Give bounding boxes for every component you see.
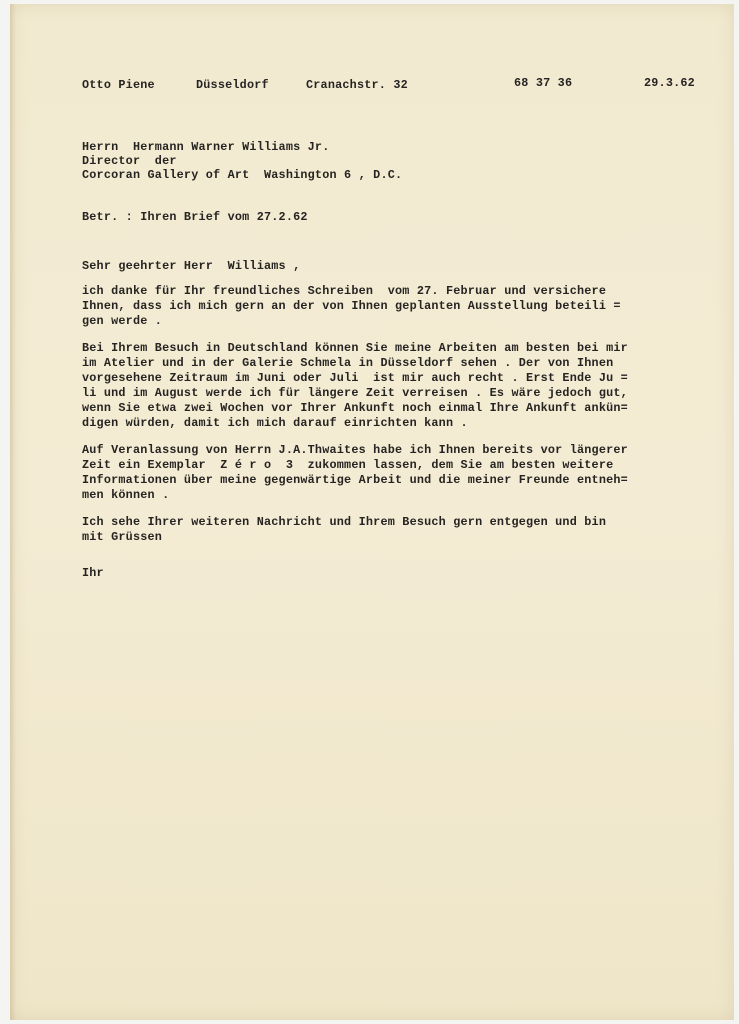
sender-phone: 68 37 36 bbox=[514, 76, 573, 90]
paragraph-line: im Atelier und in der Galerie Schmela in Düsseldorf sehen . Der von Ihnen bbox=[82, 356, 614, 370]
subject-line: Betr. : Ihren Brief vom 27.2.62 bbox=[82, 210, 308, 224]
letter-date: 29.3.62 bbox=[644, 76, 695, 90]
paragraph-line: li und im August werde ich für längere Zeit verreisen . Es wäre jedoch gut, bbox=[82, 386, 628, 400]
letter-page bbox=[10, 4, 734, 1020]
paragraph-line: vorgesehene Zeitraum im Juni oder Juli ist mir auch recht . Erst Ende Ju = bbox=[82, 371, 628, 385]
sender-street: Cranachstr. 32 bbox=[306, 78, 408, 92]
closing: Ihr bbox=[82, 566, 104, 580]
paragraph-line: Bei Ihrem Besuch in Deutschland können Sie meine Arbeiten am besten bei mir bbox=[82, 341, 628, 355]
sender-city: Düsseldorf bbox=[196, 78, 269, 92]
recipient-line-2: Director der bbox=[82, 154, 177, 168]
sender-name: Otto Piene bbox=[82, 78, 155, 92]
paragraph-line: Auf Veranlassung von Herrn J.A.Thwaites habe ich Ihnen bereits vor längerer bbox=[82, 443, 628, 457]
paragraph-line: gen werde . bbox=[82, 314, 163, 328]
recipient-line-1: Herrn Hermann Warner Williams Jr. bbox=[82, 140, 330, 154]
paragraph-line: men können . bbox=[82, 488, 170, 502]
paper-edge-shadow bbox=[10, 4, 16, 1020]
salutation: Sehr geehrter Herr Williams , bbox=[82, 259, 301, 273]
paragraph-line: mit Grüssen bbox=[82, 530, 163, 544]
paragraph-line: Informationen über meine gegenwärtige Arbeit und die meiner Freunde entneh= bbox=[82, 473, 628, 487]
paragraph-line: wenn Sie etwa zwei Wochen vor Ihrer Ankunft noch einmal Ihre Ankunft ankün= bbox=[82, 401, 628, 415]
paragraph-line: Ihnen, dass ich mich gern an der von Ihnen geplanten Ausstellung beteili = bbox=[82, 299, 621, 313]
paragraph-line: ich danke für Ihr freundliches Schreiben vom 27. Februar und versichere bbox=[82, 284, 607, 298]
paragraph-line: digen würden, damit ich mich darauf einrichten kann . bbox=[82, 416, 468, 430]
recipient-line-3: Corcoran Gallery of Art Washington 6 , D.C. bbox=[82, 168, 403, 182]
paragraph-line: Ich sehe Ihrer weiteren Nachricht und Ihrem Besuch gern entgegen und bin bbox=[82, 515, 607, 529]
paragraph-line: Zeit ein Exemplar Z é r o 3 zukommen lassen, dem Sie am besten weitere bbox=[82, 458, 614, 472]
